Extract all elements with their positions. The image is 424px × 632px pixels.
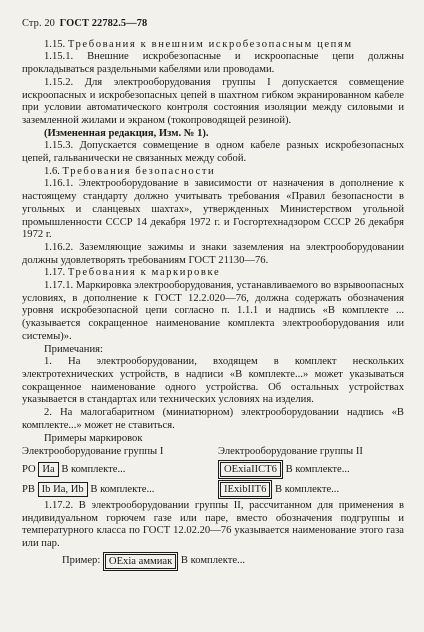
paragraph-1-17-2: 1.17.2. В электрооборудовании группы II, рассчитанном для применения в индивидуальном горючем газе или паре, вместо обозначения подгруппы и температурного класса по ГОСТ 12.02.20—76 указывается наименование этого газа или пар. [22,499,404,550]
note-2: 2. На малогабаритном (миниатюрном) электрооборудовании надпись «В комплекте...» может не ставиться. [22,407,404,431]
example-last-row [22,552,404,571]
marking-text: В комплекте... [90,483,155,495]
marking-box: IExibIIТ6 [218,480,272,499]
paragraph-1-17-1: 1.17.1. Маркировка электрооборудования, устанавливаемого во взрывоопасных условиях, в дополнение к ГОСТ 12.2.020—76, должна содержать обозначения уровня искробезопасной цепи согласно п. 1.1.1 и надпись «В комплекте ... (указывается сокращенное наименование комплекта электрооборудования или системы)». [22,280,404,342]
notes-title: Примечания: [44,343,103,355]
paragraph-1-16-1: 1.16.1. Электрооборудование в зависимости от назначения в дополнение к настоящему стандарту должно учитывать требования «Правил безопасности в угольных и сланцевых шахтах», утвержденных Министерством угольной промышленности СССР 14 декабря 1972 г. и Госгортехнадзором СССР 26 декабря 1972 г. [22,178,404,241]
gost-number: ГОСТ 22782.5—78 [59,18,148,29]
example-row-2 [22,480,404,499]
paragraph-1-15-1: 1.15.1. Внешние искробезопасные и искроопасные цепи должны прокладываться раздельными кабелями или проводами. [22,51,404,76]
marking-text: В комплекте... [180,554,245,566]
page-number: Стр. 20 [22,18,55,29]
examples-title: Примеры маркировок [44,432,143,444]
example-label: Пример: [62,554,101,566]
example-prefix-ro: РО [22,463,36,475]
example-row-1 [22,460,404,479]
marking-text: В комплекте... [285,463,350,475]
marking-box: ОЕхiа аммиак [103,552,178,571]
marking-box: ОЕхiаIIСТ6 [218,460,283,479]
paragraph-1-15-2: 1.15.2. Для электрооборудования группы I допускается совмещение искроопасных и искробезопасных цепей в шахтном гибком экранированном кабеле при условии автоматического контроля состояния изоляции между силовыми и заземленной жилами и экраном (токопроводящей резиной). [22,76,404,126]
note-1: 1. На электрооборудовании, входящем в комплект нескольких электротехнических устройств, в надписи «В комплекте...» может указываться сокращенное наименование одного устройства. Об остальных устройствах указывается в стандартах или технических условиях на изделия. [22,356,404,406]
change-note: (Измененная редакция, Изм. № 1). [44,127,209,139]
examples-right-header: Электрооборудование группы II [218,446,363,458]
marking-text: В комплекте... [275,483,340,495]
example-prefix-rv: РВ [22,483,35,495]
section-heading-1-15: 1.15. Требования к внешним искробезопасным цепям [44,38,353,50]
section-heading-1-16: 1.6. Требования безопасности [44,165,216,177]
marking-box: Ib Иа, Иb [38,482,88,497]
marking-box: Иа [38,462,58,477]
examples-left-header: Электрооборудование группы I [22,446,164,458]
paragraph-1-16-2: 1.16.2. Заземляющие зажимы и знаки заземления на электрооборудовании должны удовлетворять требованиям ГОСТ 21130—76. [22,241,404,266]
marking-text: В комплекте... [61,463,126,475]
page-header [22,18,404,31]
section-heading-1-17: 1.17. Требования к маркировке [44,267,221,279]
examples-header-row [22,446,404,459]
paragraph-1-15-3: 1.15.3. Допускается совмещение в одном кабеле разных искробезопасных цепей, гальванически не связанных между собой. [22,140,404,165]
